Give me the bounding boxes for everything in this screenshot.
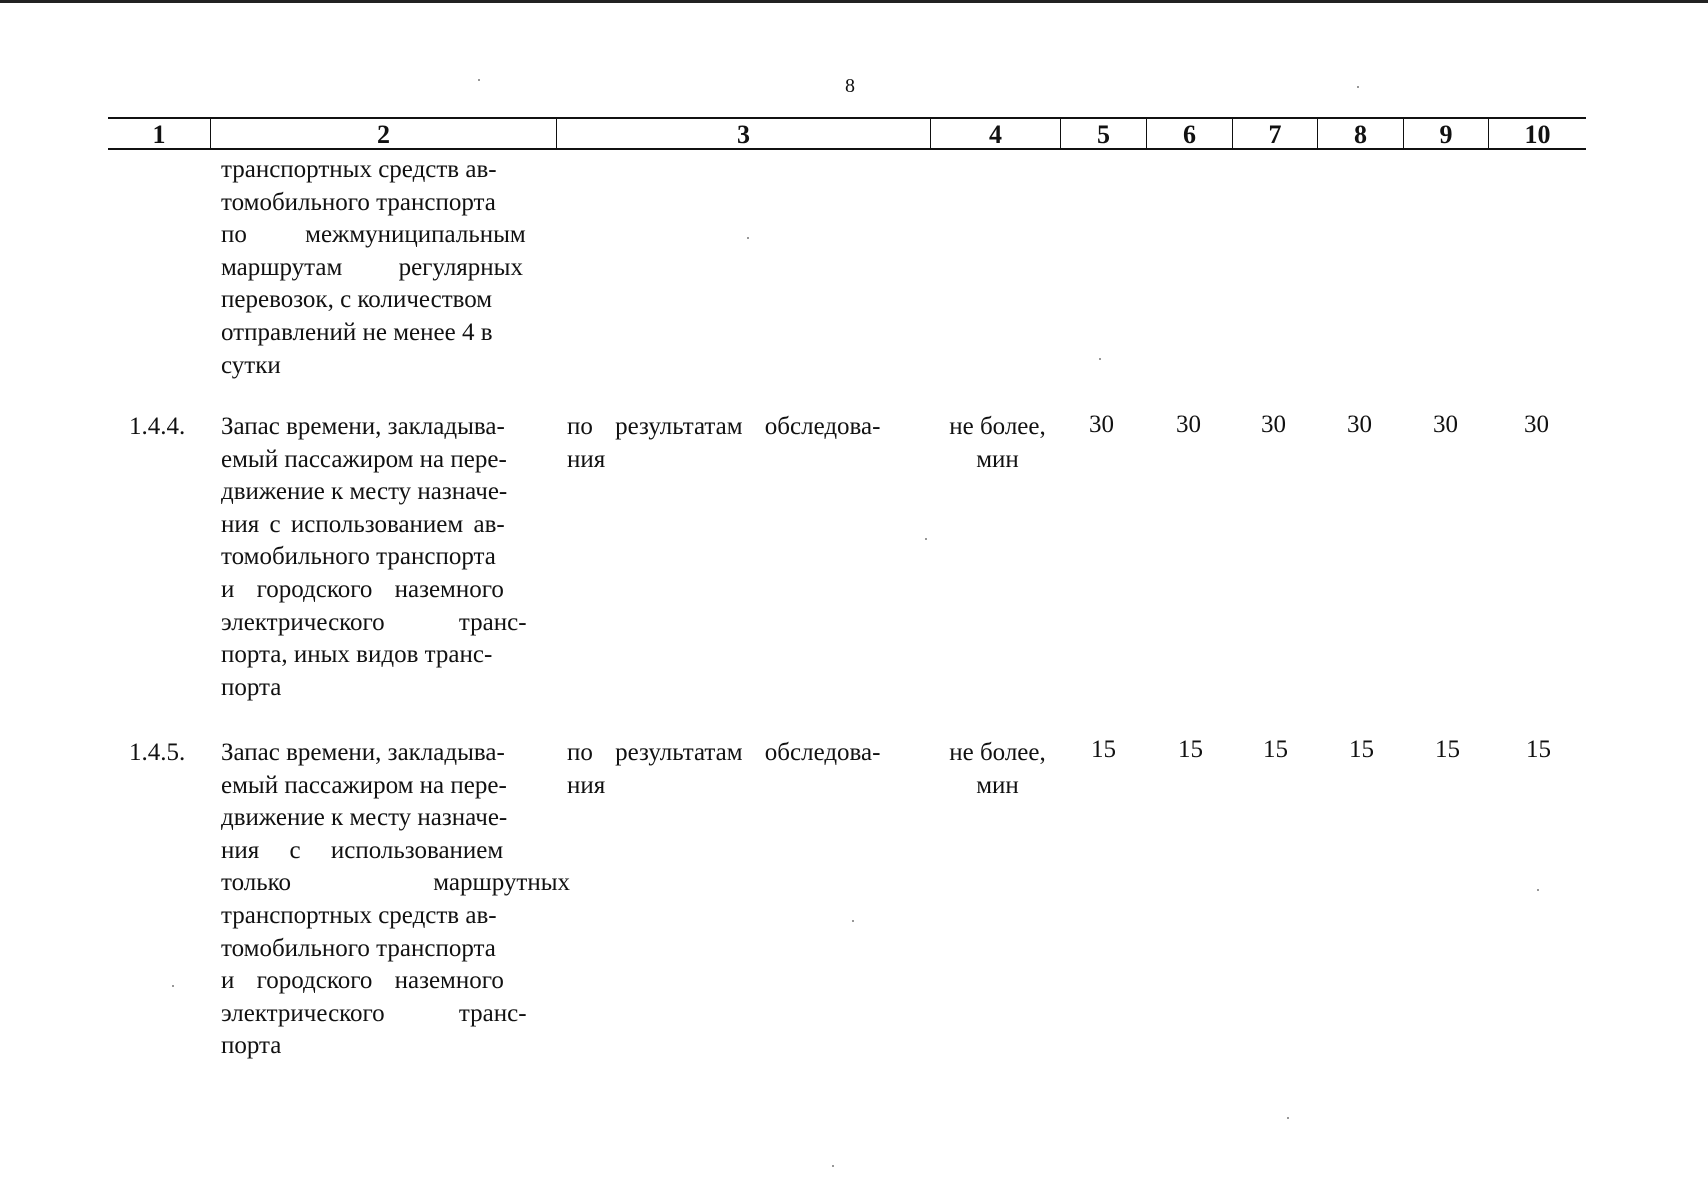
text-line: движение к месту назначе- bbox=[221, 478, 508, 506]
text-line: мин bbox=[976, 771, 1019, 799]
scan-speck bbox=[1099, 358, 1101, 360]
scan-speck bbox=[852, 920, 854, 922]
scan-speck bbox=[832, 1165, 834, 1167]
text-line: транспортных средств ав- bbox=[221, 156, 497, 183]
scan-top-edge bbox=[0, 0, 1708, 3]
scan-speck bbox=[1287, 1117, 1289, 1119]
text-line: перевозок, с количеством bbox=[221, 286, 493, 314]
text-line: только маршрутных bbox=[221, 869, 571, 897]
text-line: порта bbox=[221, 1032, 282, 1060]
scan-speck bbox=[747, 237, 749, 239]
table-header-row bbox=[108, 117, 1586, 150]
value-col-6: 30 bbox=[1176, 411, 1201, 438]
value-col-7: 15 bbox=[1263, 736, 1288, 763]
row-source bbox=[567, 411, 923, 476]
text-line: ния с использованием ав- bbox=[221, 510, 505, 538]
header-col-1: 1 bbox=[152, 120, 166, 149]
text-line: мин bbox=[976, 445, 1019, 473]
text-line: томобильного транспорта bbox=[221, 934, 496, 962]
header-col-6: 6 bbox=[1146, 119, 1232, 148]
text-line: движение к месту назначе- bbox=[221, 804, 508, 832]
text-line: Запас времени, закладыва- bbox=[221, 413, 505, 440]
value-col-9: 30 bbox=[1433, 411, 1458, 438]
text-line: и городского наземного bbox=[221, 967, 504, 995]
value-col-6: 15 bbox=[1178, 736, 1203, 763]
row-source bbox=[567, 737, 923, 802]
row-id: 1.4.5. bbox=[129, 739, 186, 766]
value-col-8: 15 bbox=[1349, 736, 1374, 763]
header-col-5: 5 bbox=[1060, 119, 1146, 148]
text-line-inner: по межмуниципальным bbox=[221, 221, 526, 249]
row-id: 1.4.4. bbox=[129, 413, 186, 440]
text-line: транспортных средств ав- bbox=[221, 901, 497, 929]
page-number: 8 bbox=[845, 75, 855, 97]
text-line: по результатам обследова- bbox=[567, 413, 881, 440]
text-line: по результатам обследова- bbox=[567, 739, 881, 766]
scan-speck bbox=[925, 538, 927, 540]
row-unit bbox=[940, 411, 1055, 476]
text-line: не более, bbox=[949, 413, 1046, 440]
text-line: сутки bbox=[221, 351, 281, 379]
header-col-4: 4 bbox=[930, 119, 1060, 148]
text-line: и городского наземного bbox=[221, 575, 504, 603]
header-col-10: 10 bbox=[1488, 119, 1586, 148]
header-col-2: 2 bbox=[210, 119, 556, 148]
value-col-10: 30 bbox=[1524, 411, 1549, 438]
text-line: ния bbox=[567, 445, 606, 473]
value-col-9: 15 bbox=[1435, 736, 1460, 763]
text-line: порта bbox=[221, 673, 282, 701]
header-col-3: 3 bbox=[556, 119, 930, 148]
value-col-5: 30 bbox=[1089, 411, 1114, 438]
text-line: емый пассажиром на пере- bbox=[221, 445, 507, 473]
text-line bbox=[221, 219, 546, 252]
text-line: электрического транс- bbox=[221, 608, 527, 636]
scan-speck bbox=[172, 985, 174, 987]
text-line: ния с использованием bbox=[221, 836, 504, 864]
value-col-7: 30 bbox=[1261, 411, 1286, 438]
continuation-description bbox=[221, 154, 546, 382]
value-col-10: 15 bbox=[1526, 736, 1551, 763]
text-line: томобильного транспорта bbox=[221, 188, 496, 216]
row-unit bbox=[940, 737, 1055, 802]
text-line-inner: маршрутам регулярных bbox=[221, 253, 523, 281]
value-col-5: 15 bbox=[1091, 736, 1116, 763]
text-line: не более, bbox=[949, 739, 1046, 766]
scan-speck bbox=[1537, 889, 1539, 891]
scan-speck bbox=[1357, 86, 1359, 88]
row-description bbox=[221, 411, 546, 704]
text-line: порта, иных видов транс- bbox=[221, 641, 493, 669]
value-col-8: 30 bbox=[1347, 411, 1372, 438]
text-line: томобильного транспорта bbox=[221, 543, 496, 571]
header-col-8: 8 bbox=[1317, 119, 1403, 148]
text-line: ния bbox=[567, 771, 606, 799]
scan-speck bbox=[478, 79, 480, 81]
header-col-9: 9 bbox=[1403, 119, 1488, 148]
text-line bbox=[221, 252, 546, 285]
row-description bbox=[221, 737, 571, 1063]
text-line: емый пассажиром на пере- bbox=[221, 771, 507, 799]
text-line: Запас времени, закладыва- bbox=[221, 739, 505, 766]
text-line: отправлений не менее 4 в bbox=[221, 318, 493, 346]
header-col-7: 7 bbox=[1232, 119, 1317, 148]
text-line: электрического транс- bbox=[221, 999, 527, 1027]
